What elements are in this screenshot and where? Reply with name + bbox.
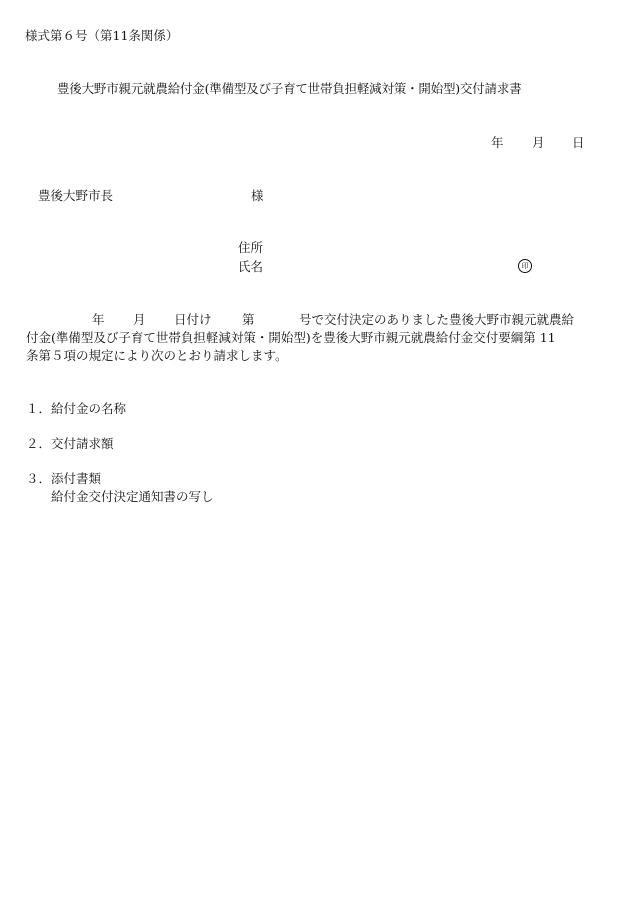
- form-number: 様式第６号（第11条関係）: [25, 28, 179, 43]
- seal-icon: 印: [518, 259, 532, 273]
- addressee-honorific: 様: [251, 188, 264, 203]
- item-attachment-detail: 給付金交付決定通知書の写し: [51, 489, 214, 504]
- item-label-benefit-name: 給付金の名称: [51, 401, 127, 416]
- paragraph-line-2: 付金(準備型及び子育て世帯負担軽減対策・開始型)を豊後大野市親元就農給付金交付要綱第 11: [26, 330, 556, 345]
- paragraph-line-1-month: 月: [133, 312, 146, 327]
- item-label-request-amount: 交付請求額: [51, 436, 114, 451]
- address-label: 住所: [238, 240, 264, 255]
- date-month-label: 月: [532, 135, 545, 150]
- paragraph-line-1-year: 年: [92, 312, 105, 327]
- paragraph-line-1-rest: 号で交付決定のありました豊後大野市親元就農給: [299, 312, 575, 327]
- item-number-3: ３．: [26, 471, 52, 486]
- paragraph-line-3: 条第５項の規定により次のとおり請求します。: [26, 348, 288, 363]
- date-year-label: 年: [491, 135, 504, 150]
- addressee-name: 豊後大野市長: [38, 188, 114, 203]
- item-number-2: ２．: [26, 436, 52, 451]
- paragraph-line-1-dated: 日付け: [174, 312, 212, 327]
- name-label: 氏名: [238, 259, 264, 274]
- item-number-1: １．: [26, 401, 52, 416]
- paragraph-line-1-number-prefix: 第: [242, 312, 255, 327]
- document-title: 豊後大野市親元就農給付金(準備型及び子育て世帯負担軽減対策・開始型)交付請求書: [57, 81, 522, 96]
- date-day-label: 日: [572, 135, 585, 150]
- item-label-attachments: 添付書類: [51, 471, 102, 486]
